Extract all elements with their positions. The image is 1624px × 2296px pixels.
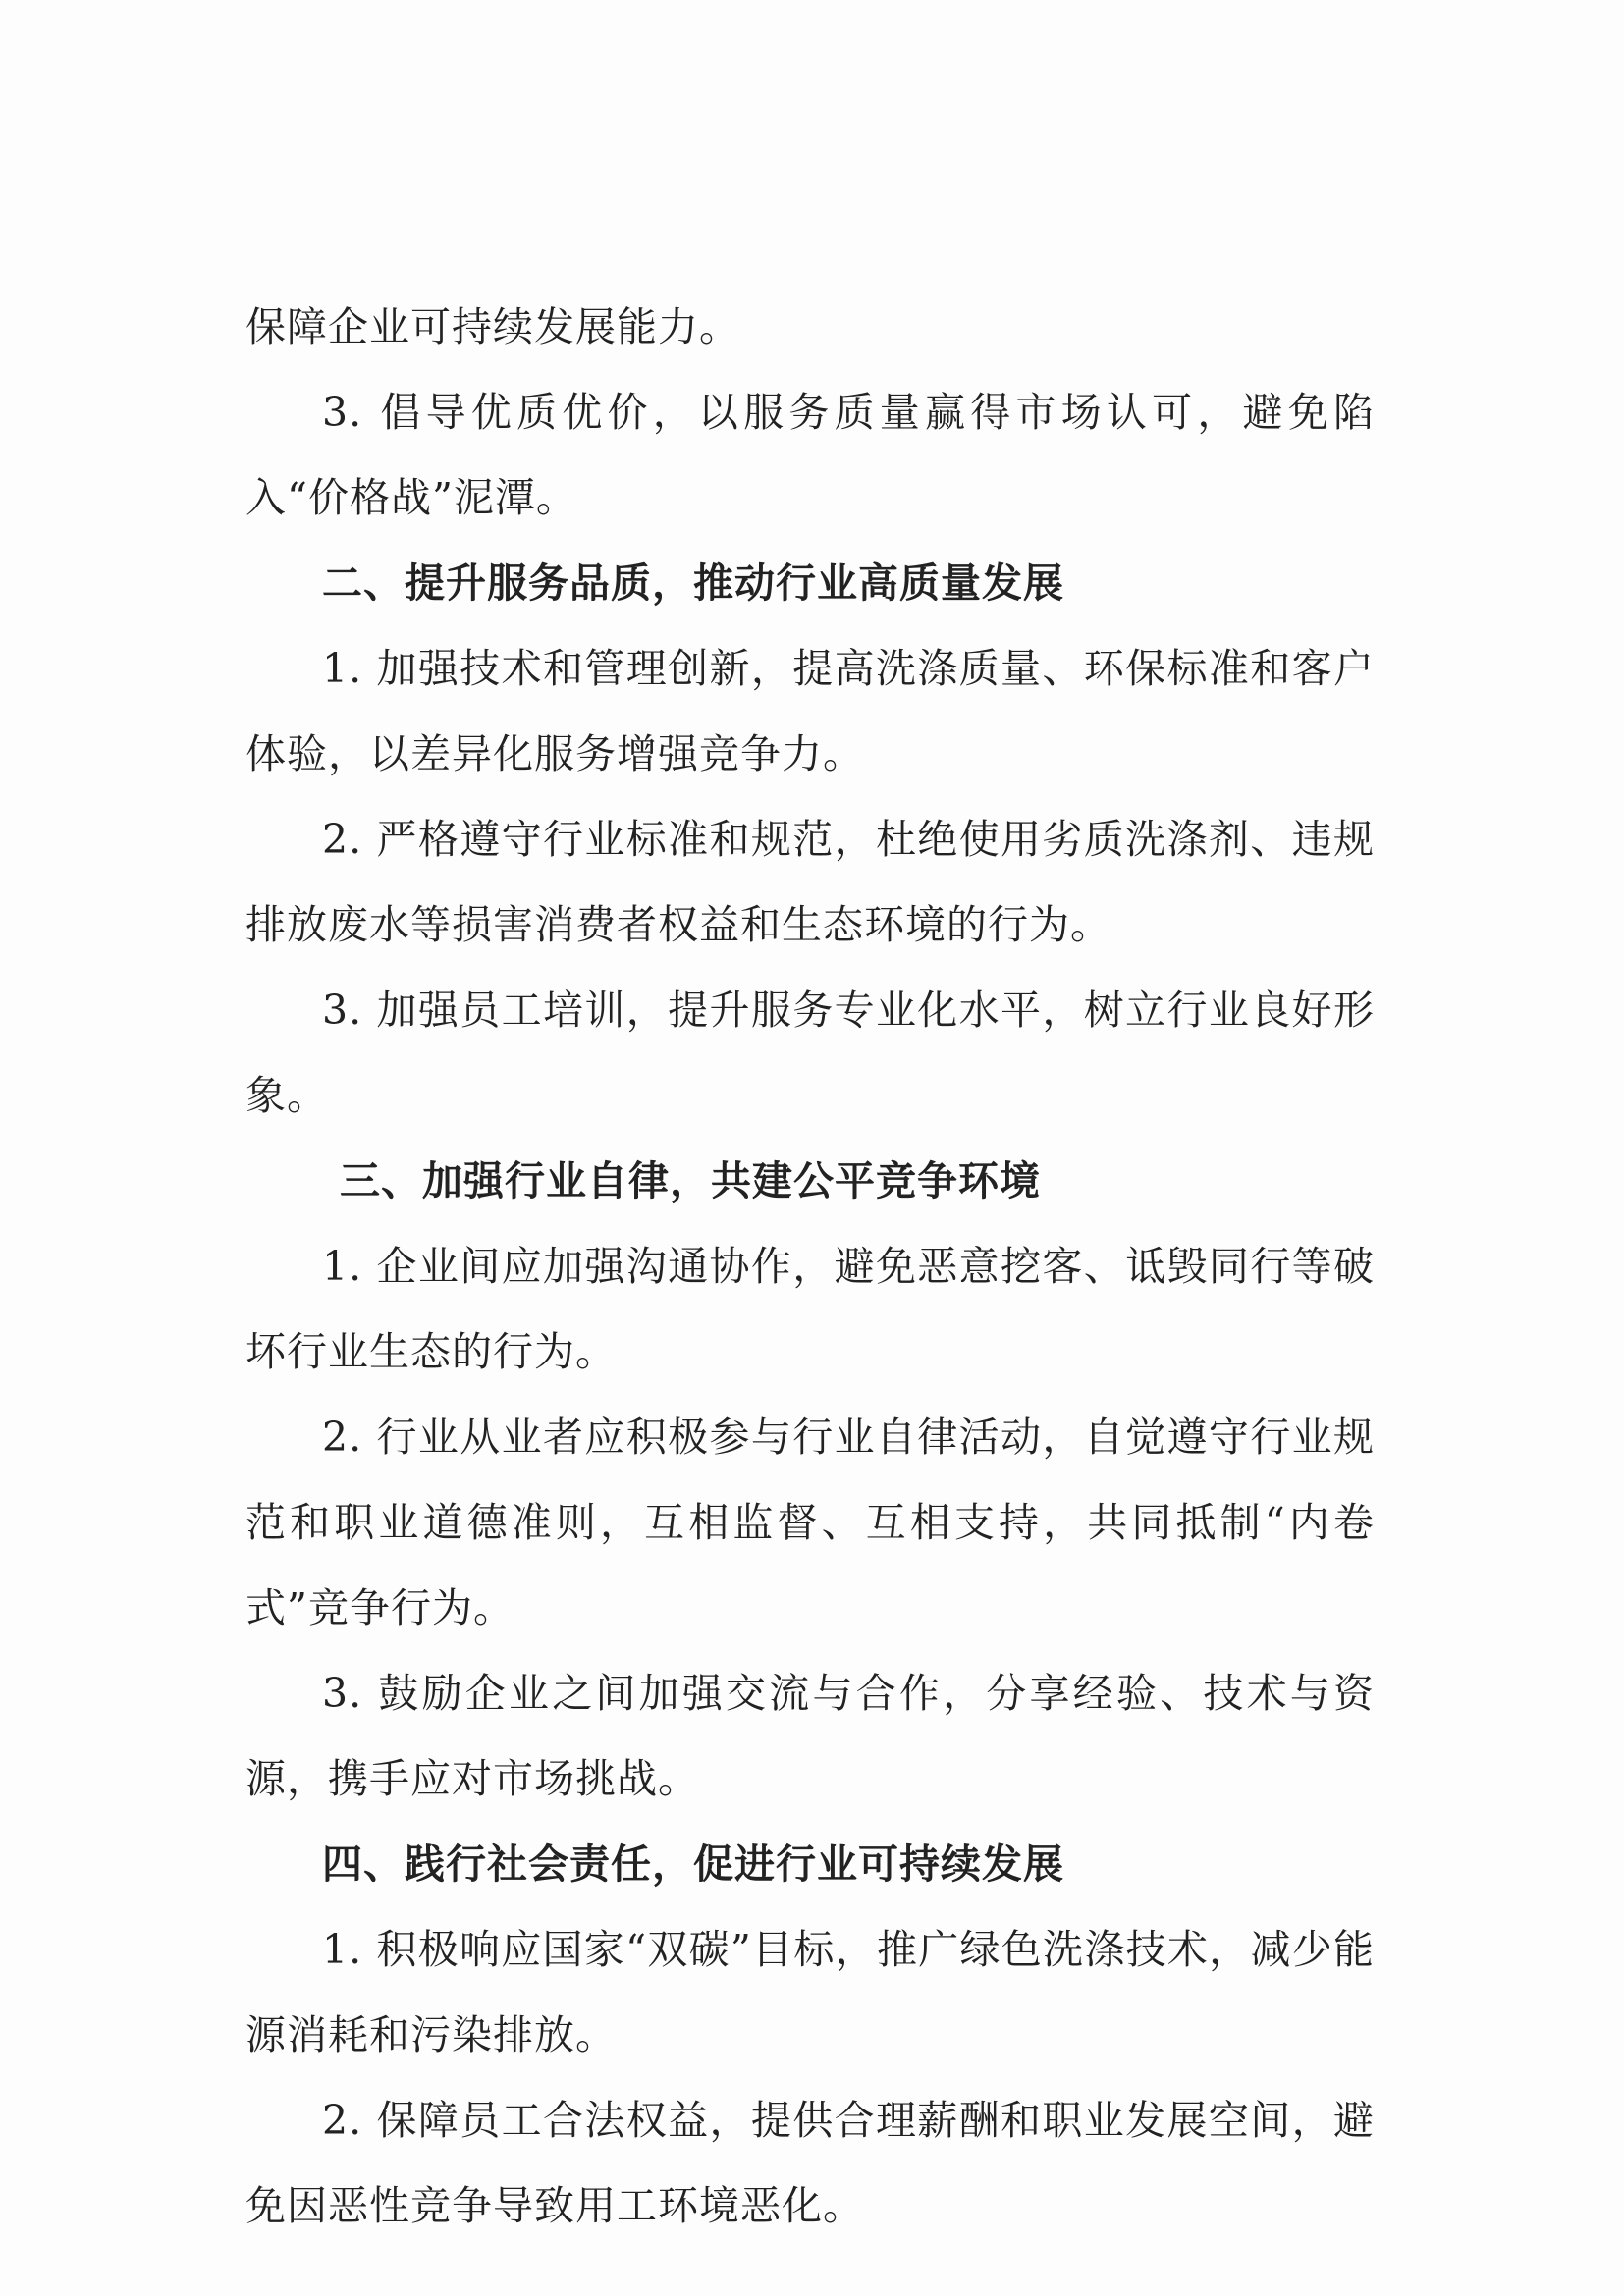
paragraph-item-3-1: 1. 企业间应加强沟通协作，避免恶意挖客、诋毁同行等破坏行业生态的行为。 [245,1243,1375,1375]
paragraph-item-4-2: 2. 保障员工合法权益，提供合理薪酬和职业发展空间，避免因恶性竞争导致用工环境恶化。 [245,2097,1375,2229]
paragraph-item-2-1: 1. 加强技术和管理创新，提高洗涤质量、环保标准和客户体验，以差异化服务增强竞争力。 [245,645,1375,777]
section-heading-4: 四、践行社会责任，促进行业可持续发展 [322,1841,1064,1888]
section-heading-3: 三、加强行业自律，共建公平竞争环境 [340,1157,1041,1204]
document-body [245,285,1375,2249]
section-heading-2: 二、提升服务品质，推动行业高质量发展 [322,560,1064,607]
paragraph-item-2-3: 3. 加强员工培训，提升服务专业化水平，树立行业良好形象。 [245,987,1375,1119]
paragraph-item-3-2: 2. 行业从业者应积极参与行业自律活动，自觉遵守行业规范和职业道德准则，互相监督、互相支持，共同抵制“内卷式”竞争行为。 [245,1414,1375,1631]
paragraph-item-3-3: 3. 鼓励企业之间加强交流与合作，分享经验、技术与资源，携手应对市场挑战。 [245,1670,1375,1802]
paragraph-item-2-2: 2. 严格遵守行业标准和规范，杜绝使用劣质洗涤剂、违规排放废水等损害消费者权益和生态环境的行为。 [245,816,1375,948]
paragraph-continuation: 保障企业可持续发展能力。 [245,303,740,350]
paragraph-item-4-1: 1. 积极响应国家“双碳”目标，推广绿色洗涤技术，减少能源消耗和污染排放。 [245,1926,1375,2058]
paragraph-item-1-3: 3. 倡导优质优价，以服务质量赢得市场认可，避免陷入“价格战”泥潭。 [245,389,1375,521]
